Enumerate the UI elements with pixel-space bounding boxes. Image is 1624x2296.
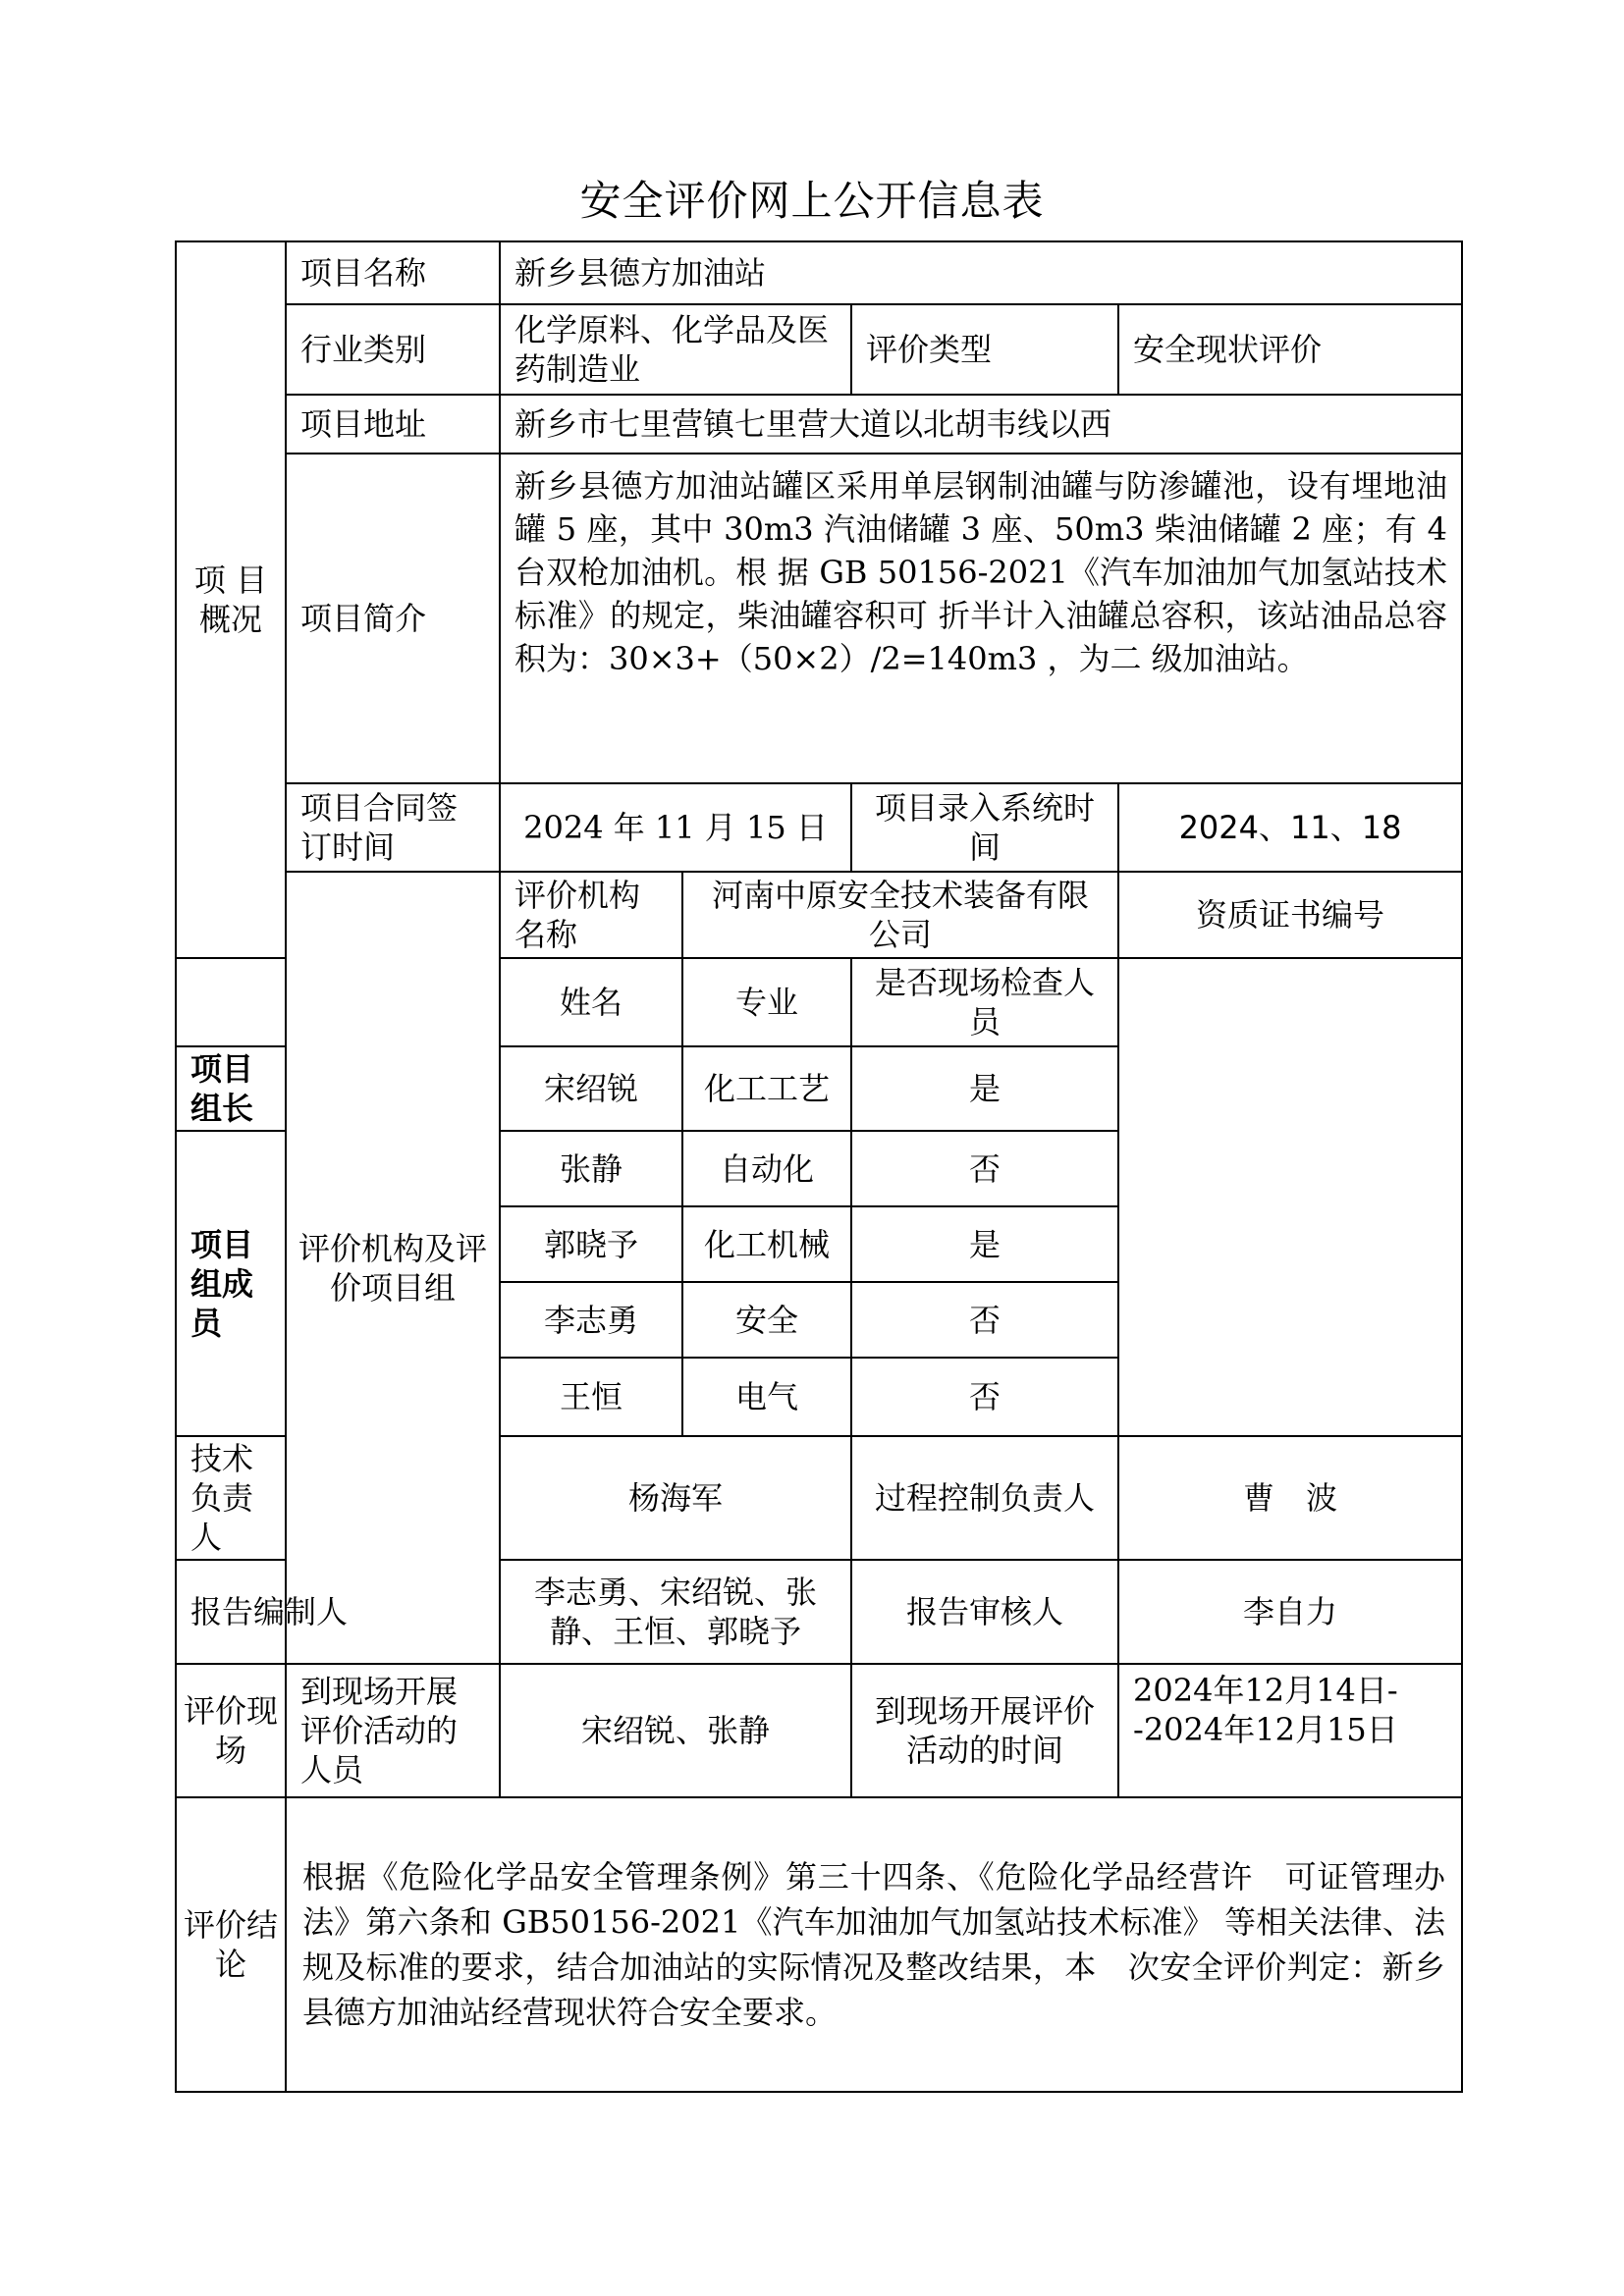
member-onsite: 是 — [851, 1206, 1118, 1282]
entry-time-value: 2024、11、18 — [1118, 783, 1462, 872]
address-value: 新乡市七里营镇七里营大道以北胡韦线以西 — [500, 395, 1462, 454]
agency-label: 评价机构名称 — [500, 872, 682, 958]
member-name: 李志勇 — [500, 1282, 682, 1358]
process-lead-value: 曹 波 — [1118, 1436, 1462, 1560]
project-name-value: 新乡县德方加油站 — [500, 241, 1462, 304]
section-site: 评价现场 — [176, 1664, 286, 1797]
eval-type-label: 评价类型 — [851, 304, 1118, 395]
address-label: 项目地址 — [286, 395, 500, 454]
member-name: 张静 — [500, 1131, 682, 1206]
leader-major: 化工工艺 — [682, 1046, 851, 1131]
leader-label: 项目组长 — [176, 1046, 286, 1131]
member-major: 电气 — [682, 1358, 851, 1436]
project-name-label: 项目名称 — [286, 241, 500, 304]
col-major-header: 专业 — [682, 958, 851, 1046]
contract-time-value: 2024 年 11 月 15 日 — [500, 783, 851, 872]
tech-lead-label: 技术负责人 — [176, 1436, 286, 1560]
conclusion-text: 根据《危险化学品安全管理条例》第三十四条、《危险化学品经营许 可证管理办法》第六条和 GB50156-2021《汽车加油加气加氢站技术标准》 等相关法律、法规及标准的要求，结合加油站的实际情况及整改结果，本 次安全评价判定：新乡县德方加油站经营现状符合安全要求。 — [286, 1797, 1462, 2092]
site-time-label: 到现场开展评价活动的时间 — [851, 1664, 1118, 1797]
section-org: 评价机构及评价项目组 — [286, 872, 500, 1664]
blank-cell — [1118, 958, 1462, 1436]
info-table — [175, 240, 1463, 2093]
contract-time-label: 项目合同签订时间 — [286, 783, 500, 872]
member-name: 王恒 — [500, 1358, 682, 1436]
site-people-value: 宋绍锐、张静 — [500, 1664, 851, 1797]
page-title: 安全评价网上公开信息表 — [579, 177, 1045, 225]
member-onsite: 否 — [851, 1131, 1118, 1206]
member-major: 自动化 — [682, 1131, 851, 1206]
col-name-header: 姓名 — [500, 958, 682, 1046]
site-time-value: 2024年12月14日--2024年12月15日 — [1118, 1664, 1462, 1797]
section-conclusion: 评价结论 — [176, 1797, 286, 2092]
section-overview: 项 目概况 — [176, 241, 286, 958]
intro-label: 项目简介 — [286, 454, 500, 783]
member-onsite: 否 — [851, 1358, 1118, 1436]
site-people-label: 到现场开展评价活动的人员 — [286, 1664, 500, 1797]
process-lead-label: 过程控制负责人 — [851, 1436, 1118, 1560]
report-reviewer-value: 李自力 — [1118, 1560, 1462, 1664]
eval-type-value: 安全现状评价 — [1118, 304, 1462, 395]
report-author-label: 报告编制人 — [176, 1560, 500, 1664]
cert-label: 资质证书编号 — [1118, 872, 1462, 958]
leader-name: 宋绍锐 — [500, 1046, 682, 1131]
members-label: 项目组成员 — [176, 1131, 286, 1436]
entry-time-label: 项目录入系统时间 — [851, 783, 1118, 872]
member-onsite: 否 — [851, 1282, 1118, 1358]
leader-onsite: 是 — [851, 1046, 1118, 1131]
intro-value: 新乡县德方加油站罐区采用单层钢制油罐与防渗罐池，设有埋地油罐 5 座，其中 30m3 汽油储罐 3 座、50m3 柴油储罐 2 座；有 4 台双枪加油机。根 据 GB 50156-2021《汽车加油加气加氢站技术标准》的规定，柴油罐容积可 折半计入油罐总容积，该站油品总容积为：30×3+（50×2）/2=140m3 ，为二 级加油站。 — [500, 454, 1462, 783]
industry-value: 化学原料、化学品及医药制造业 — [500, 304, 851, 395]
blank-cell — [176, 958, 286, 1046]
member-major: 化工机械 — [682, 1206, 851, 1282]
industry-label: 行业类别 — [286, 304, 500, 395]
report-reviewer-label: 报告审核人 — [851, 1560, 1118, 1664]
report-author-value: 李志勇、宋绍锐、张静、王恒、郭晓予 — [500, 1560, 851, 1664]
member-major: 安全 — [682, 1282, 851, 1358]
col-onsite-header: 是否现场检查人员 — [851, 958, 1118, 1046]
tech-lead-value: 杨海军 — [500, 1436, 851, 1560]
member-name: 郭晓予 — [500, 1206, 682, 1282]
agency-value: 河南中原安全技术装备有限公司 — [682, 872, 1118, 958]
